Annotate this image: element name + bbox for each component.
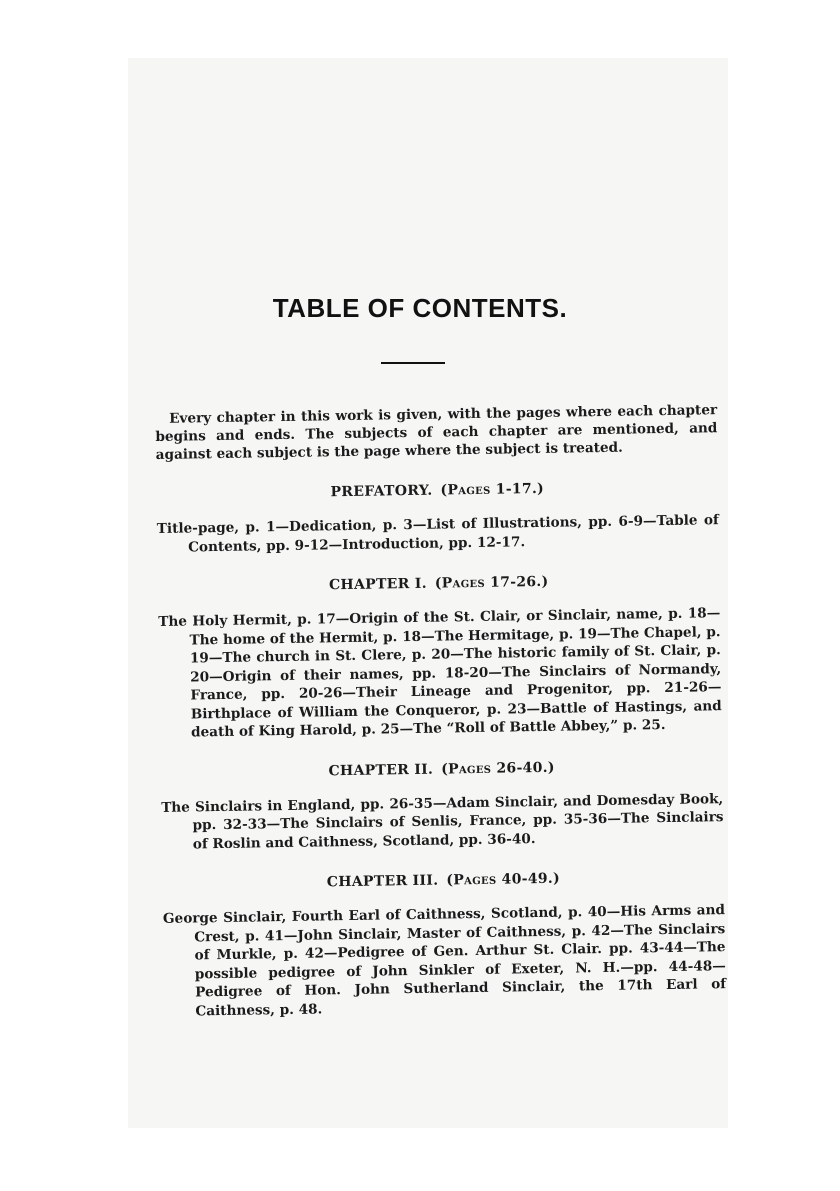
intro-paragraph: Every chapter in this work is given, with the pages where each chapter begins and ends. The subjects of each chapter are mentioned, and against each subject is the page where the subject is treated.: [155, 402, 718, 463]
section-page-range: (Pages 1-17.): [440, 480, 545, 499]
section-heading-label: CHAPTER III.: [326, 872, 439, 891]
section-entry: The Holy Hermit, p. 17—Origin of the St. Clair, or Sinclair, name, p. 18—The home of the Hermit, p. 18—The Hermitage, p. 19—The Chapel, p. 19—The church in St. Clere, p. 20—The historic family of St. Clair, p. 20—Origin of their names, pp. 18-20—The Sinclairs of Normandy, France, pp. 20-26—Their Lineage and Progenitor, pp. 21-26—Birthplace of William the Conqueror, p. 23—Battle of Hastings, and death of King Harold, p. 25—The “Roll of Battle Abbey,” p. 25.: [158, 605, 722, 741]
contents-body: [155, 401, 727, 1021]
section-chapter-3: [162, 867, 726, 1021]
page-title: TABLE OF CONTENTS.: [272, 293, 568, 324]
section-page-range: (Pages 40-49.): [446, 870, 561, 889]
section-heading: [158, 570, 720, 597]
section-page-range: (Pages 26-40.): [441, 759, 555, 778]
section-page-range: (Pages 17-26.): [434, 573, 549, 592]
section-heading-label: PREFATORY.: [330, 482, 433, 501]
section-prefatory: [156, 477, 719, 557]
section-heading-label: CHAPTER II.: [328, 761, 434, 779]
section-heading: [156, 477, 718, 504]
section-chapter-1: [158, 570, 722, 742]
section-entry: Title-page, p. 1—Dedication, p. 3—List of Illustrations, pp. 6-9—Table of Contents, pp. 9-12—Introduction, pp. 12-17.: [156, 512, 719, 555]
section-heading: [161, 756, 723, 783]
section-entry: The Sinclairs in England, pp. 26-35—Adam Sinclair, and Domesday Book, pp. 32-33—The Sinclairs of Senlis, France, pp. 35-36—The Sinclairs of Roslin and Caithness, Scotland, pp. 36-40.: [161, 790, 724, 852]
section-heading-label: CHAPTER I.: [328, 575, 427, 594]
title-rule: [381, 362, 445, 364]
section-entry: George Sinclair, Fourth Earl of Caithness, Scotland, p. 40—His Arms and Crest, p. 41—John Sinclair, Master of Caithness, p. 42—The Sinclairs of Murkle, p. 42—Pedigree of Gen. Arthur St. Clair. pp. 43-44—The possible pedigree of John Sinkler of Exeter, N. H.—pp. 44-48—Pedigree of Hon. John Sutherland Sinclair, the 17th Earl of Caithness, p. 48.: [162, 902, 727, 1019]
section-heading: [162, 867, 724, 894]
section-chapter-2: [161, 756, 724, 854]
